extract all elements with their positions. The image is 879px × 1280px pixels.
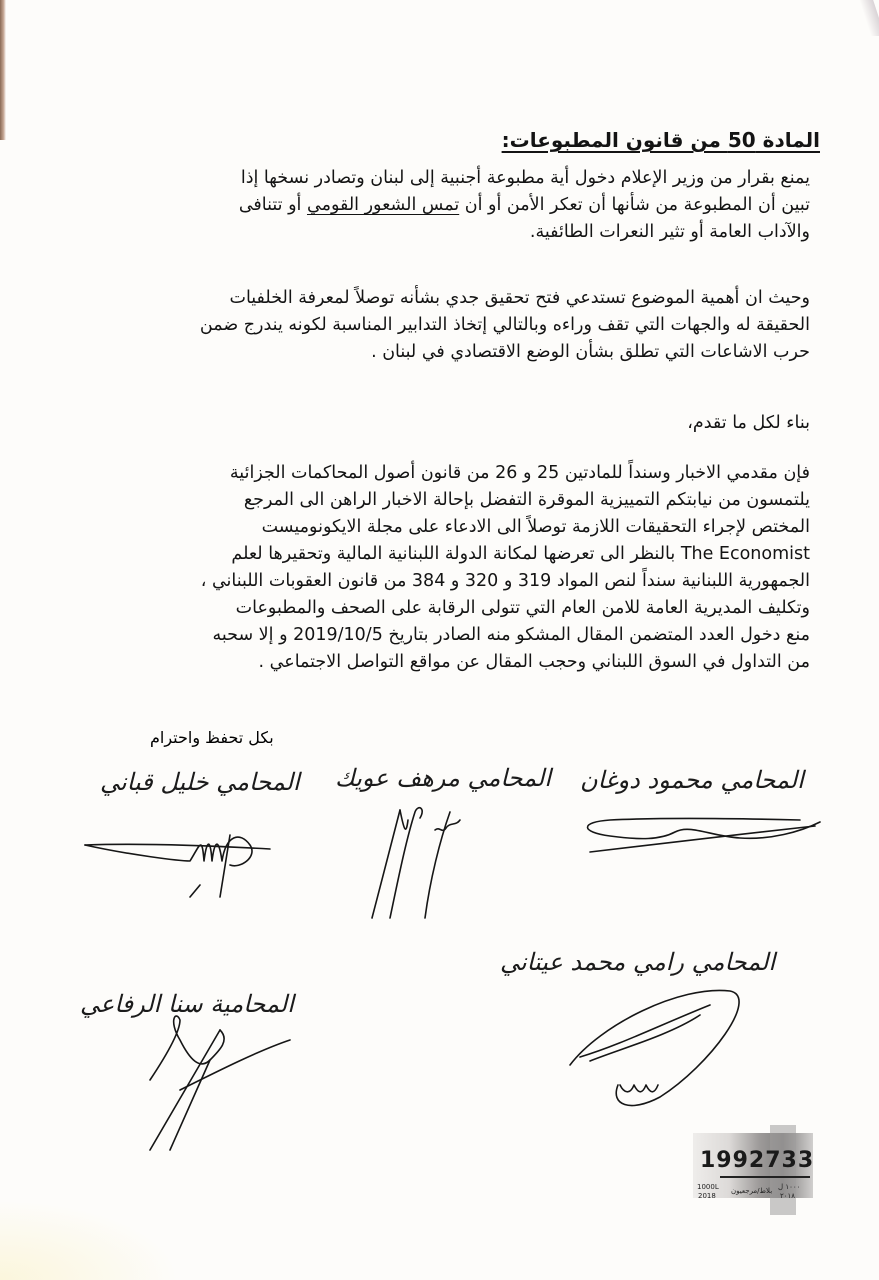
signatory-name: المحامي محمود دوغان [580, 766, 804, 794]
signature-mark [80, 825, 280, 905]
scan-page-edge [0, 0, 6, 140]
stamp-caption: بلاط/مرجعيون [731, 1187, 773, 1195]
scan-tint [0, 1200, 180, 1280]
stamp-value-left: 1000L [697, 1183, 719, 1191]
paragraph-line: فإن مقدمي الاخبار وسنداً للمادتين 25 و 26 من قانون أصول المحاكمات الجزائية [229, 463, 810, 483]
signatory-name: المحامية سنا الرفاعي [80, 990, 294, 1018]
stamp-number: 1992733 [700, 1148, 815, 1173]
paragraph-line: حرب الاشاعات التي تطلق بشأن الوضع الاقتصادي في لبنان . [371, 342, 810, 362]
whereas-paragraph [90, 285, 810, 366]
paragraph-line: الجمهورية اللبنانية سنداً لنص المواد 319 و 320 و 384 من قانون العقوبات اللبناني ، [200, 571, 810, 591]
stamp-year-left: 2018 [698, 1192, 716, 1200]
signature-mark [570, 810, 830, 860]
signature-mark [560, 985, 760, 1115]
signatory-name: المحامي خليل قباني [100, 768, 300, 796]
stamp-divider [720, 1176, 810, 1178]
paragraph-line: من التداول في السوق اللبناني وحجب المقال عن مواقع التواصل الاجتماعي . [258, 652, 810, 672]
article-line: يمنع بقرار من وزير الإعلام دخول أية مطبوعة أجنبية إلى لبنان وتصادر نسخها إذا [240, 168, 810, 188]
paragraph-line: يلتمسون من نيابتكم التمييزية الموقرة التفضل بإحالة الاخبار الراهن الى المرجع [243, 490, 810, 510]
paragraph-line: وتكليف المديرية العامة للامن العام التي تتولى الرقابة على الصحف والمطبوعات [235, 598, 810, 618]
underlined-phrase: تمس الشعور القومي [306, 195, 460, 215]
paragraph-line: المختص لإجراء التحقيقات اللازمة توصلاً الى الادعاء على مجلة الايكونوميست [261, 517, 810, 537]
signature-mark [360, 800, 470, 920]
stamp-value-right: ١٠٠٠ ل [778, 1183, 801, 1191]
transition-line: بناء لكل ما تقدم، [687, 413, 810, 433]
article-text [90, 165, 810, 246]
article-line: والآداب العامة أو تثير النعرات الطائفية. [529, 222, 810, 242]
paragraph-line: الحقيقة له والجهات التي تقف وراءه وبالتالي إتخاذ التدابير المناسبة لكونه يندرج ضمن [199, 315, 810, 335]
signatory-name: المحامي مرهف عويك [335, 764, 551, 792]
article-heading: المادة 50 من قانون المطبوعات: [501, 128, 820, 152]
paragraph-line: منع دخول العدد المتضمن المقال المشكو منه الصادر بتاريخ 2019/10/5 و إلا سحبه [212, 625, 810, 645]
paragraph-line: The Economist بالنظر الى تعرضها لمكانة الدولة اللبنانية المالية وتحقيرها لعلم [231, 544, 810, 564]
scan-page-corner [859, 0, 879, 36]
article-line: تبين أن المطبوعة من شأنها أن تعكر الأمن أو أن تمس الشعور القومي أو تتنافى [238, 195, 810, 215]
closing-salutation: بكل تحفظ واحترام [150, 728, 274, 747]
signatory-name: المحامي رامي محمد عيتاني [500, 948, 776, 976]
signature-mark [140, 1010, 300, 1160]
stamp-year-right: ٢٠١٨ [780, 1192, 796, 1200]
request-paragraph [90, 460, 810, 676]
paragraph-line: وحيث ان أهمية الموضوع تستدعي فتح تحقيق جدي بشأنه توصلاً لمعرفة الخلفيات [229, 288, 810, 308]
